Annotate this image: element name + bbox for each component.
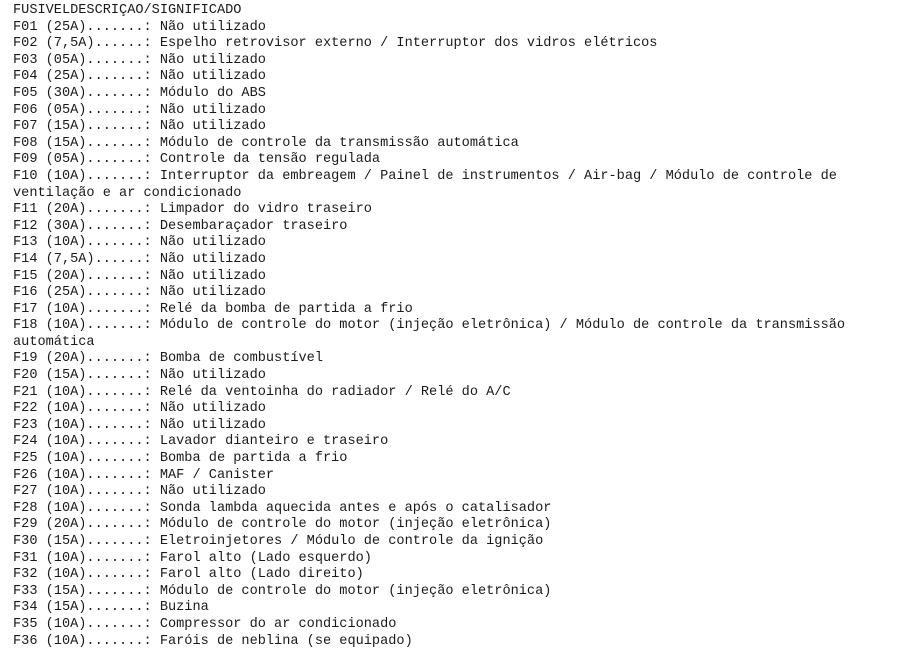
fuse-line: F25 (10A).......: Bomba de partida a frio [13, 451, 348, 467]
fuse-line: F26 (10A).......: MAF / Canister [13, 467, 275, 483]
fuse-line: F03 (05A).......: Não utilizado [13, 52, 266, 68]
fuse-line: F32 (10A).......: Farol alto (Lado direito) [13, 567, 364, 583]
fuse-line: F15 (20A).......: Não utilizado [13, 268, 266, 284]
fuse-line: F30 (15A).......: Eletroinjetores / Módulo de controle da ignição [13, 534, 544, 549]
fuse-line: F19 (20A).......: Bomba de combustível [13, 351, 323, 367]
fuse-line: F16 (25A).......: Não utilizado [13, 285, 266, 301]
fuse-line: F22 (10A).......: Não utilizado [13, 401, 266, 417]
fuse-line: F33 (15A).......: Módulo de controle do motor (injeção eletrônica) [13, 583, 552, 599]
fuse-line: F14 (7,5A)......: Não utilizado [13, 251, 266, 267]
fuse-line: F29 (20A).......: Módulo de controle do motor (injeção eletrônica) [13, 517, 552, 533]
fuse-line: F36 (10A).......: Faróis de neblina (se equipado) [13, 633, 413, 649]
fuse-line: F10 (10A).......: Interruptor da embreagem / Painel de instrumentos / Air-bag / Módulo de controle de [13, 168, 837, 184]
fuse-line: F12 (30A).......: Desembaraçador traseiro [13, 218, 348, 234]
fuse-line: F24 (10A).......: Lavador dianteiro e traseiro [13, 434, 389, 450]
fuse-line: F11 (20A).......: Limpador do vidro traseiro [13, 202, 372, 218]
fuse-line: F20 (15A).......: Não utilizado [13, 368, 266, 384]
fuse-line: F31 (10A).......: Farol alto (Lado esquerdo) [13, 550, 372, 566]
fuse-line: F07 (15A).......: Não utilizado [13, 119, 266, 135]
fuse-line: F27 (10A).......: Não utilizado [13, 484, 266, 500]
fuse-line: ventilação e ar condicionado [13, 185, 242, 201]
fuse-line: F05 (30A).......: Módulo do ABS [13, 85, 266, 101]
fuse-line: F34 (15A).......: Buzina [13, 600, 209, 616]
fuse-line: F04 (25A).......: Não utilizado [13, 69, 266, 85]
fuse-list [13, 20, 921, 651]
fuse-line: F28 (10A).......: Sonda lambda aquecida antes e após o catalisador [13, 500, 552, 516]
fuse-line: F06 (05A).......: Não utilizado [13, 102, 266, 118]
fuse-line: F17 (10A).......: Relé da bomba de partida a frio [13, 301, 413, 317]
fuse-line: F21 (10A).......: Relé da ventoinha do radiador / Relé do A/C [13, 384, 511, 400]
fuse-line: F01 (25A).......: Não utilizado [13, 19, 266, 35]
fuse-line: F13 (10A).......: Não utilizado [13, 235, 266, 251]
fuse-line: F09 (05A).......: Controle da tensão regulada [13, 152, 381, 168]
fuse-line: F08 (15A).......: Módulo de controle da transmissão automática [13, 135, 519, 151]
fuse-line: F18 (10A).......: Módulo de controle do motor (injeção eletrônica) / Módulo de controle da transmissão [13, 318, 846, 334]
fuse-line: automática [13, 334, 95, 350]
table-header: FUSÍVELDESCRIÇÃO/SIGNIFICADO [13, 3, 242, 18]
fuse-line: F02 (7,5A)......: Espelho retrovisor externo / Interruptor dos vidros elétricos [13, 36, 658, 52]
fuse-table-document [13, 3, 921, 650]
fuse-line: F35 (10A).......: Compressor do ar condicionado [13, 616, 397, 632]
fuse-line: F23 (10A).......: Não utilizado [13, 417, 266, 433]
